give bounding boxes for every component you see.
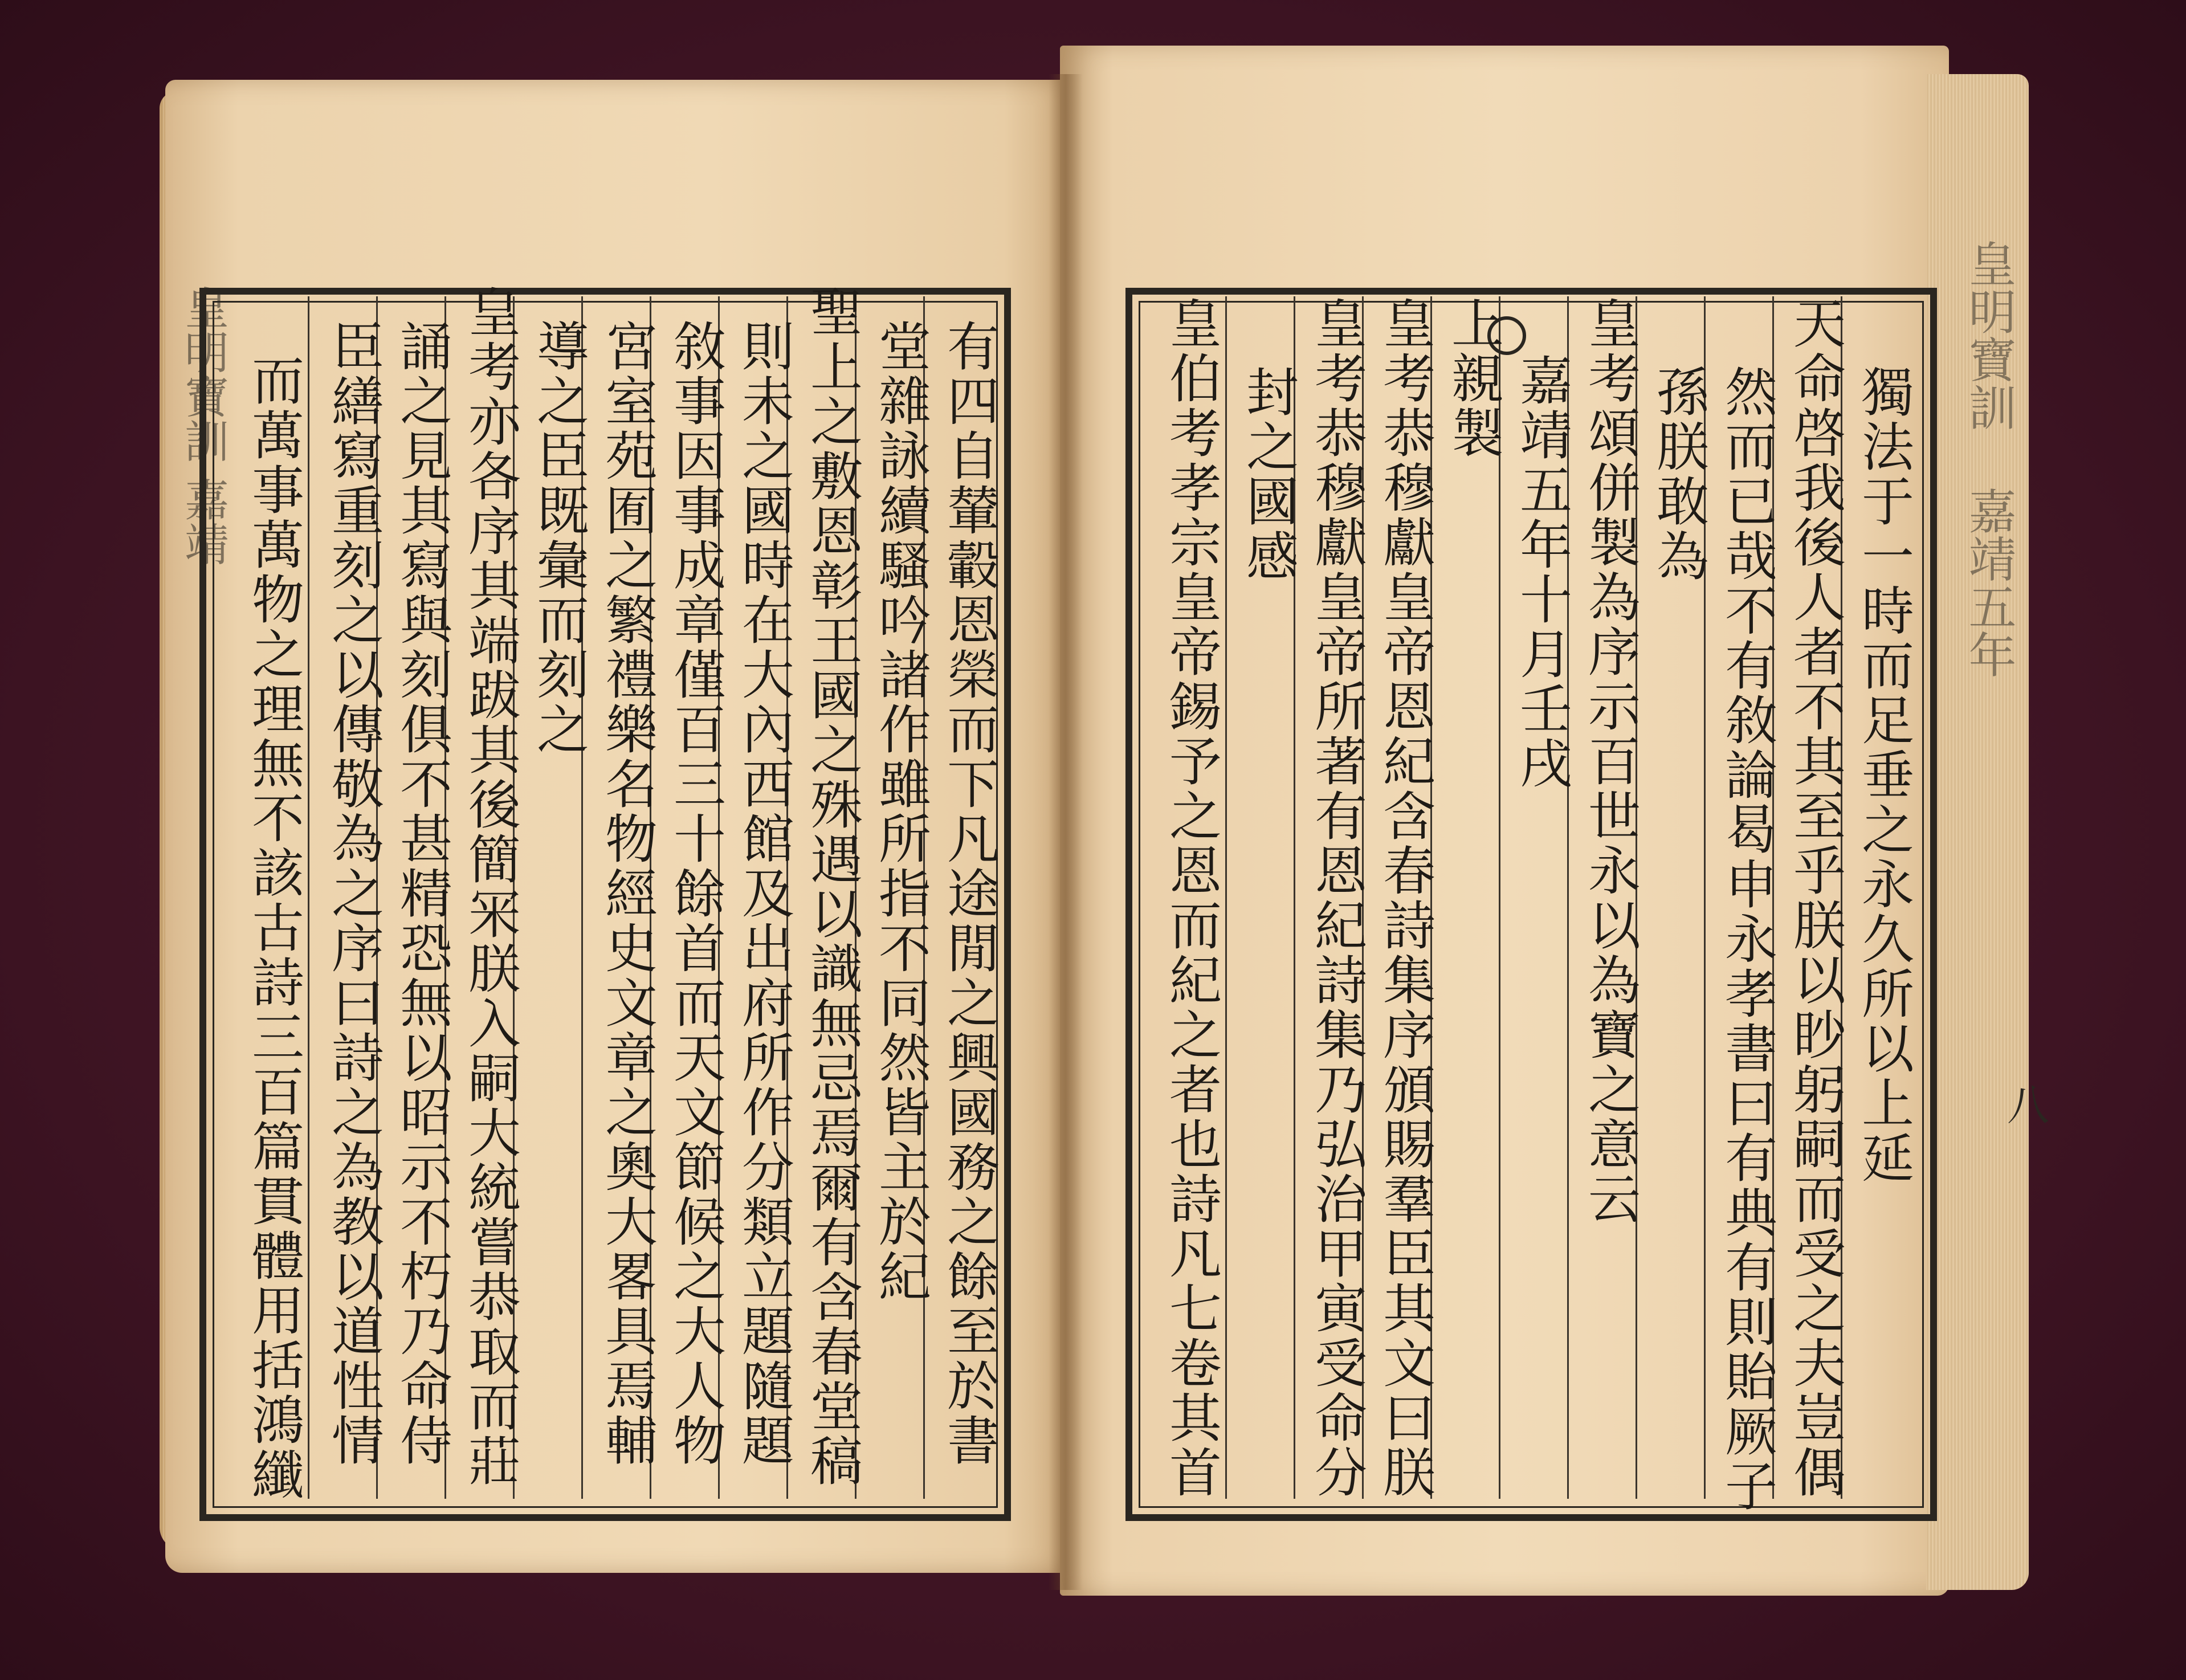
right-column-10: 封之國感: [1238, 365, 1299, 584]
left-column-5: 敘事因事成章僅百三十餘首而天文節候之大人物: [665, 319, 726, 1468]
column-rule: [1499, 296, 1500, 1499]
left-column-4: 則未之國時在大內西館及出府所作分類立題隨題: [733, 319, 794, 1468]
left-column-10: 臣繕寫重刻之以傳敬為之序曰詩之為教以道性情: [323, 319, 384, 1468]
left-column-1: 有四自輦轂恩榮而下凡途閒之興國務之餘至於書: [939, 319, 1000, 1468]
column-rule: [1225, 296, 1227, 1499]
right-column-6: 嘉靖五年十月壬戌: [1511, 353, 1572, 791]
right-column-8: 皇考恭穆獻皇帝恩紀含春詩集序頒賜羣臣其文曰朕: [1375, 296, 1435, 1500]
left-edge-title: 皇明寶訓 嘉靖: [177, 285, 229, 566]
right-edge-title: 皇明寶訓 嘉靖五年: [1961, 239, 2017, 678]
right-column-5: 皇考頌併製為序示百世永以為寶之意云: [1580, 296, 1641, 1226]
right-column-2: 天命啓我後人者不其至乎朕以眇躬嗣而受之夫豈偶: [1785, 296, 1846, 1500]
left-column-9: 誦之見其寫與刻俱不甚精恐無以昭示不朽乃命侍: [391, 319, 452, 1468]
left-column-2: 堂雜詠續騷吟諸作雖所指不同然皆主於紀: [870, 319, 931, 1304]
book-spine: [1049, 74, 1083, 1590]
right-column-4: 孫朕敢為: [1648, 365, 1709, 584]
left-column-6: 宮室苑囿之繁禮樂名物經史文章之奧大畧具焉輔: [597, 319, 658, 1468]
right-column-11: 皇伯考孝宗皇帝錫予之恩而紀之者也詩凡七卷其首: [1161, 296, 1222, 1500]
column-rule: [308, 296, 309, 1499]
right-column-1: 獨法于一時而足垂之永久所以上延: [1853, 365, 1914, 1185]
right-column-9: 皇考恭穆獻皇帝所著有恩紀詩集乃弘治甲寅受命分: [1306, 296, 1367, 1500]
right-column-7: 上親製: [1443, 296, 1504, 460]
left-column-11: 而萬事萬物之理無不該古詩三百篇貫體用括鴻纖: [243, 353, 304, 1502]
right-column-3: 然而已哉不有敘論曷申永孝書曰有典有則貽厥子: [1716, 365, 1777, 1514]
left-column-8: 皇考亦各序其端跋其後簡冞朕入嗣大統嘗恭取而莊: [460, 285, 521, 1489]
left-column-7: 導之臣既彙而刻之: [528, 319, 589, 757]
page-number: 八: [2000, 1083, 2049, 1125]
left-column-3: 聖上之敷恩彰王國之殊遇以識無忌焉爾有含春堂稿: [802, 285, 863, 1489]
